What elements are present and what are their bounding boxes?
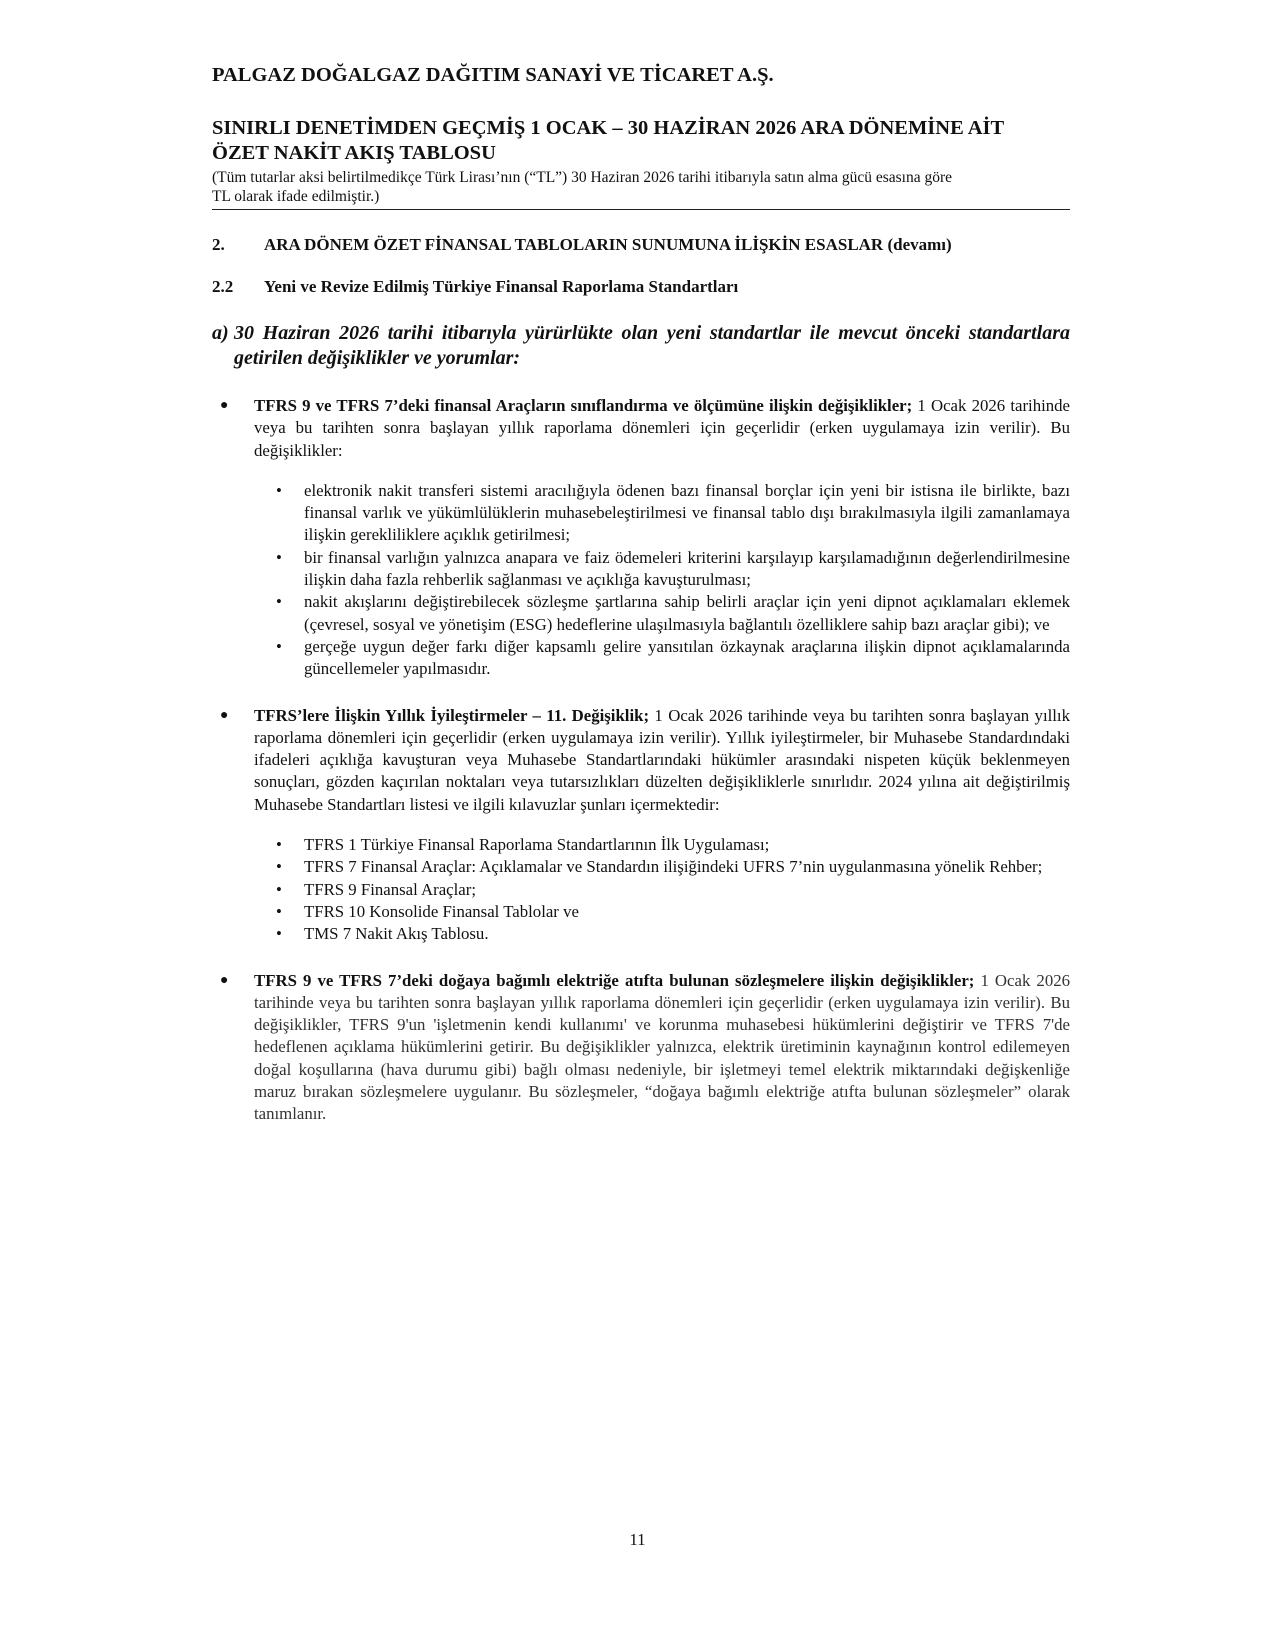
sub-bullet-symbol: • xyxy=(276,879,282,899)
heading-a-text: 30 Haziran 2026 tarihi itibarıyla yürürlükte olan yeni standartlar ile mevcut önceki standartlara getirilen değişiklikler ve yorumlar: xyxy=(234,322,1070,369)
sub-bullet-text: nakit akışlarını değiştirebilecek sözleşme şartlarına sahip belirli araçlar için yeni dipnot açıklamaları eklemek (çevresel, sosyal ve yönetişim (ESG) hedeflerine ulaşılmasıyla bağlantılı özelliklere sahip bazı araçlar gibi); ve xyxy=(304,592,1070,634)
sub-bullet-text: TFRS 1 Türkiye Finansal Raporlama Standartlarının İlk Uygulaması; xyxy=(304,835,770,855)
report-subtitle-line-2: TL olarak ifade edilmiştir.) xyxy=(212,188,380,205)
sub-bullet-item xyxy=(254,856,1070,878)
sub-bullet-symbol: • xyxy=(276,636,282,656)
sub-bullet-text: TMS 7 Nakit Akış Tablosu. xyxy=(304,924,489,944)
bullet-bold-lead: TFRS’lere İlişkin Yıllık İyileştirmeler – 11. Değişiklik; xyxy=(254,705,650,725)
sub-bullet-item xyxy=(254,591,1070,636)
subsection-title: Yeni ve Revize Edilmiş Türkiye Finansal Raporlama Standartları xyxy=(264,277,739,296)
sub-bullet-item xyxy=(254,547,1070,592)
sub-bullet-item xyxy=(254,834,1070,856)
bullet-text xyxy=(254,705,1070,946)
sub-bullet-text: elektronik nakit transferi sistemi aracılığıyla ödenen bazı finansal borçlar için yeni bir istisna ile birlikte, bazı finansal varlık ve yükümlülüklerin muhasebeleştirilmesi ve finansal tablo dışı bırakılmasıyla ilgili zamanlamaya ilişkin gerekliliklere açıklık getirilmesi; xyxy=(304,480,1070,545)
company-name: PALGAZ DOĞALGAZ DAĞITIM SANAYİ VE TİCARET A.Ş. xyxy=(212,64,774,86)
section-heading xyxy=(212,234,1070,256)
sub-bullet-list xyxy=(254,480,1070,681)
report-title-line-2: ÖZET NAKİT AKIŞ TABLOSU xyxy=(212,142,496,164)
bullet-item xyxy=(212,705,1070,946)
sub-bullet-text: TFRS 7 Finansal Araçlar: Açıklamalar ve Standardın ilişiğindeki UFRS 7’nin uygulanmasına yönelik Rehber; xyxy=(304,857,1043,877)
sub-bullet-symbol: • xyxy=(276,592,282,612)
bullet-symbol: ● xyxy=(220,707,229,723)
report-title xyxy=(212,116,1070,166)
document-page xyxy=(212,62,1070,1126)
bullet-text xyxy=(254,395,1070,681)
sub-bullet-symbol: • xyxy=(276,901,282,921)
heading-a xyxy=(212,321,1070,371)
bullet-body: 1 Ocak 2026 tarihinde veya bu tarihten sonra başlayan yıllık raporlama dönemleri için geçerlidir (erken uygulamaya izin verilir). Yıllık iyileştirmeler, bir Muhasebe Standardındaki ifadeleri açıklığa kavuşturan veya Muhasebe Standartlarındaki hükümler arasındaki nispeten küçük beklenmeyen sonuçları, gözden kaçırılan noktaları veya tutarsızlıkları düzelten değişikliklerle sınırlıdır. 2024 yılına ait değiştirilmiş Muhasebe Standartları listesi ve ilgili kılavuzlar şunları içermektedir: xyxy=(254,705,1070,814)
sub-bullet-text: TFRS 10 Konsolide Finansal Tablolar ve xyxy=(304,901,579,921)
sub-bullet-symbol: • xyxy=(276,547,282,567)
bullet-body: 1 Ocak 2026 tarihinde veya bu tarihten sonra başlayan yıllık raporlama dönemleri için geçerlidir (erken uygulamaya izin verilir). Bu değişiklikler, TFRS 9'un 'işletmenin kendi kullanımı' ve korunma muhasebesi hükümlerini değiştirir ve TFRS 7'de hedeflenen açıklama hükümlerini getirir. Bu değişiklikler yalnızca, elektrik üretiminin kaynağının kontrol edilemeyen doğal koşullarına (hava durumu gibi) bağlı olması nedeniyle, bir işletmeyi temel elektrik miktarındaki değişkenliğe maruz bırakan sözleşmelere uygulanır. Bu sözleşmeler, “doğaya bağımlı elektriğe atıfta bulunan sözleşmeler” olarak tanımlanır. xyxy=(254,970,1070,1124)
sub-bullet-item xyxy=(254,879,1070,901)
bullet-text xyxy=(254,970,1070,1126)
section-title: ARA DÖNEM ÖZET FİNANSAL TABLOLARIN SUNUMUNA İLİŞKİN ESASLAR (devamı) xyxy=(264,235,952,254)
section-number: 2. xyxy=(212,235,225,254)
bullet-symbol: ● xyxy=(220,398,229,413)
sub-bullet-item xyxy=(254,901,1070,923)
bullet-body: 1 Ocak 2026 tarihinde veya bu tarihten sonra başlayan yıllık raporlama dönemleri için geçerlidir (erken uygulamaya izin verilir). Bu değişiklikler: xyxy=(254,396,1070,460)
sub-bullet-item xyxy=(254,636,1070,681)
sub-bullet-symbol: • xyxy=(276,480,282,500)
bullet-bold-lead: TFRS 9 ve TFRS 7’deki finansal Araçların sınıflandırma ve ölçümüne ilişkin değişiklikler; xyxy=(254,396,913,415)
sub-bullet-text: TFRS 9 Finansal Araçlar; xyxy=(304,879,476,899)
header-divider xyxy=(212,209,1070,210)
sub-bullet-text: gerçeğe uygun değer farkı diğer kapsamlı gelire yansıtılan özkaynak araçlarına ilişkin dipnot açıklamalarında güncellemeler yapılmasıdır. xyxy=(304,636,1070,679)
page-number: 11 xyxy=(629,1530,646,1549)
report-subtitle-line-1: (Tüm tutarlar aksi belirtilmedikçe Türk Lirası’nın (“TL”) 30 Haziran 2026 tarihi itibarıyla satın alma gücü esasına göre xyxy=(212,169,953,186)
sub-bullet-symbol: • xyxy=(276,857,282,877)
bullet-symbol: ● xyxy=(220,972,229,988)
sub-bullet-item xyxy=(254,480,1070,547)
heading-a-prefix: a) xyxy=(212,322,229,344)
report-subtitle xyxy=(212,168,1070,206)
bullet-item xyxy=(212,970,1070,1126)
sub-bullet-symbol: • xyxy=(276,835,282,855)
sub-bullet-item xyxy=(254,923,1070,945)
bullet-bold-lead: TFRS 9 ve TFRS 7’deki doğaya bağımlı elektriğe atıfta bulunan sözleşmelere ilişkin değişiklikler; xyxy=(254,970,975,990)
sub-bullet-list xyxy=(254,834,1070,945)
sub-bullet-text: bir finansal varlığın yalnızca anapara ve faiz ödemeleri kriterini karşılayıp karşılamadığının değerlendirilmesine ilişkin daha fazla rehberlik sağlanması ve açıklığa kavuşturulması; xyxy=(304,547,1070,590)
subsection-number: 2.2 xyxy=(212,277,234,296)
bullet-item xyxy=(212,395,1070,681)
subsection-heading xyxy=(212,276,1070,298)
sub-bullet-symbol: • xyxy=(276,924,282,944)
report-title-line-1: SINIRLI DENETİMDEN GEÇMİŞ 1 OCAK – 30 HAZİRAN 2026 ARA DÖNEMİNE AİT xyxy=(212,117,1005,139)
